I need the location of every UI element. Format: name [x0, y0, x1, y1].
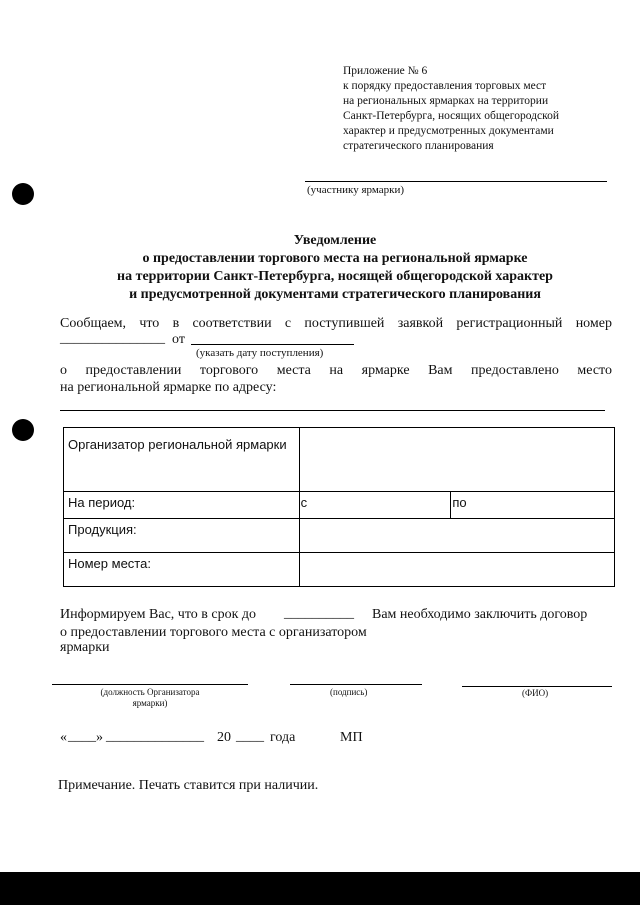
reg-number-blank: _______________ [60, 331, 165, 346]
appendix-line: на региональных ярмарках на территории [343, 95, 549, 107]
products-value [299, 519, 614, 553]
day-blank: ____ [68, 729, 96, 744]
appendix-line: к порядку предоставления торговых мест [343, 80, 547, 92]
signature-line [290, 684, 422, 685]
products-label: Продукция: [64, 519, 300, 553]
year-word: года [270, 730, 296, 745]
organizer-value [299, 428, 614, 492]
name-caption: (ФИО) [522, 688, 549, 698]
quote-close: » [96, 730, 103, 745]
appendix-line: стратегического планирования [343, 140, 494, 152]
appendix-line: Санкт-Петербурга, носящих общегородской [343, 110, 559, 122]
month-blank: ______________ [106, 729, 204, 744]
inform-tail: Вам необходимо заключить договор [372, 607, 588, 622]
appendix-line: Приложение № 6 [343, 65, 428, 77]
year-blank: ____ [236, 729, 264, 744]
name-line [462, 686, 612, 687]
signature-caption: (подпись) [330, 687, 368, 697]
appendix-note [343, 64, 559, 154]
title-line: о предоставлении торгового места на региональной ярмарке [142, 251, 528, 266]
place-label: Номер места: [64, 553, 300, 587]
deadline-blank: __________ [284, 606, 354, 621]
address-line [60, 410, 605, 411]
intro-paragraph: Сообщаем, что в соответствии с поступившей заявкой регистрационный номер [60, 316, 612, 331]
title-line: на территории Санкт-Петербурга, носящей общегородской характер [117, 269, 553, 284]
info-table [63, 427, 615, 587]
title-line: и предусмотренной документами стратегического планирования [129, 287, 541, 302]
year-prefix: 20 [217, 730, 231, 745]
period-label: На период: [64, 492, 300, 519]
place-value [299, 553, 614, 587]
table-row [64, 428, 615, 492]
recipient-caption: (участнику ярмарки) [307, 184, 405, 196]
appendix-line: характер и предусмотренных документами [343, 125, 554, 137]
position-caption: (должность Организатора ярмарки) [100, 687, 200, 708]
organizer-label: Организатор региональной ярмарки [64, 428, 300, 492]
period-to: по [451, 492, 615, 519]
table-row [64, 519, 615, 553]
inform-line3: ярмарки [60, 640, 110, 655]
title-heading: Уведомление [293, 233, 377, 248]
punch-hole-middle [12, 419, 34, 441]
seal-placeholder: МП [340, 730, 363, 745]
note: Примечание. Печать ставится при наличии. [58, 778, 319, 793]
scan-bottom-edge [0, 872, 640, 905]
date-hint: (указать дату поступления) [196, 347, 324, 359]
inform-line2: о предоставлении торгового места с организатором [60, 625, 367, 640]
period-from: с [299, 492, 451, 519]
quote-open: « [60, 730, 67, 745]
recipient-line [305, 181, 607, 182]
document-title [40, 232, 630, 304]
date-received-line [191, 344, 354, 345]
place-paragraph-line2: на региональной ярмарке по адресу: [60, 380, 277, 395]
place-paragraph-line1: о предоставлении торгового места на ярмарке Вам предоставлено место [60, 363, 612, 378]
table-row [64, 553, 615, 587]
inform-lead: Информируем Вас, что в срок до [60, 607, 257, 622]
punch-hole-top [12, 183, 34, 205]
from-word: от [172, 332, 185, 347]
table-row [64, 492, 615, 519]
position-signature-line [52, 684, 248, 685]
